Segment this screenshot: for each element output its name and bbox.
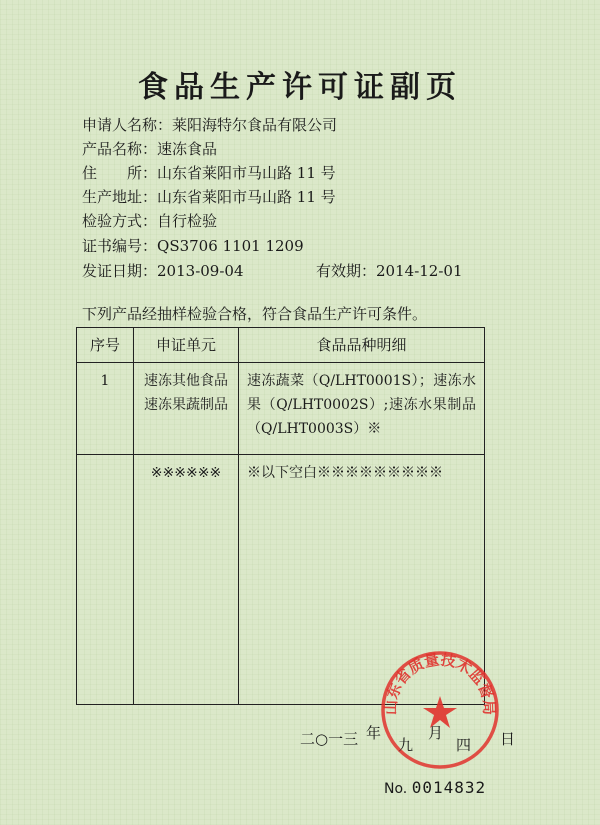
issue-date-value: 2013-09-04 [157,262,244,280]
address-field [82,162,336,183]
certificate-number-field [82,235,304,256]
date-month: 九 [398,736,414,754]
inspection-label: 检验方式： [82,212,158,230]
date-day: 四 [456,736,472,754]
serial-number [384,778,486,797]
table-header-row [77,328,485,363]
date-year-unit: 年 [366,724,382,742]
date-day-unit: 日 [500,730,516,748]
row-unit-2: 速冻果蔬制品 [144,397,228,413]
product-value: 速冻食品 [157,140,218,158]
date-month-unit: 月 [428,724,444,742]
page-title: 食品生产许可证副页 [138,70,462,105]
issue-date-field [82,260,244,281]
production-address-value: 山东省莱阳市马山路 11 号 [157,188,336,206]
applicant-field [82,114,337,135]
address-label-char-1: 住 [82,164,110,182]
header-unit: 申证单元 [134,328,239,363]
inspection-value: 自行检验 [157,212,218,230]
official-seal-icon [378,648,502,772]
inspection-field [82,210,217,231]
valid-until-label: 有效期： [316,262,377,280]
serial-value: 0014832 [411,778,487,797]
certificate-number-value: QS3706 1101 1209 [157,237,304,255]
header-index: 序号 [77,328,134,363]
row-index [77,455,133,461]
production-address-label: 生产地址： [82,188,158,206]
seal-text: 山东省质量技术监督局 [381,650,499,716]
intro-text: 下列产品经抽样检验合格，符合食品生产许可条件。 [82,305,428,323]
serial-prefix: No. [384,781,408,797]
certificate-number-label: 证书编号： [82,237,158,255]
address-colon: ： [142,164,158,182]
valid-until-value: 2014-12-01 [376,262,463,280]
row-unit-1: ※※※※※※ [150,465,222,481]
table-row [77,363,485,455]
row-details: 速冻蔬菜（Q/LHT0001S）；速冻水果（Q/LHT0002S）;速冻水果制品（Q/LHT0003S）※ [247,373,476,437]
address-label-char-2: 所 [126,164,142,182]
product-field [82,138,217,159]
production-address-field [82,186,336,207]
applicant-value: 莱阳海特尔食品有限公司 [172,116,338,134]
row-index: 1 [100,373,110,389]
date-year: 二○一三 [300,730,359,748]
valid-until-field [316,260,463,281]
issue-date-label: 发证日期： [82,262,158,280]
address-value: 山东省莱阳市马山路 11 号 [157,164,336,182]
address-label [82,162,142,183]
applicant-label: 申请人名称： [82,116,173,134]
product-label: 产品名称： [82,140,158,158]
row-unit-1: 速冻其他食品 [144,373,228,389]
row-details: ※以下空白※※※※※※※※※ [247,465,443,481]
header-details: 食品品种明细 [239,328,485,363]
